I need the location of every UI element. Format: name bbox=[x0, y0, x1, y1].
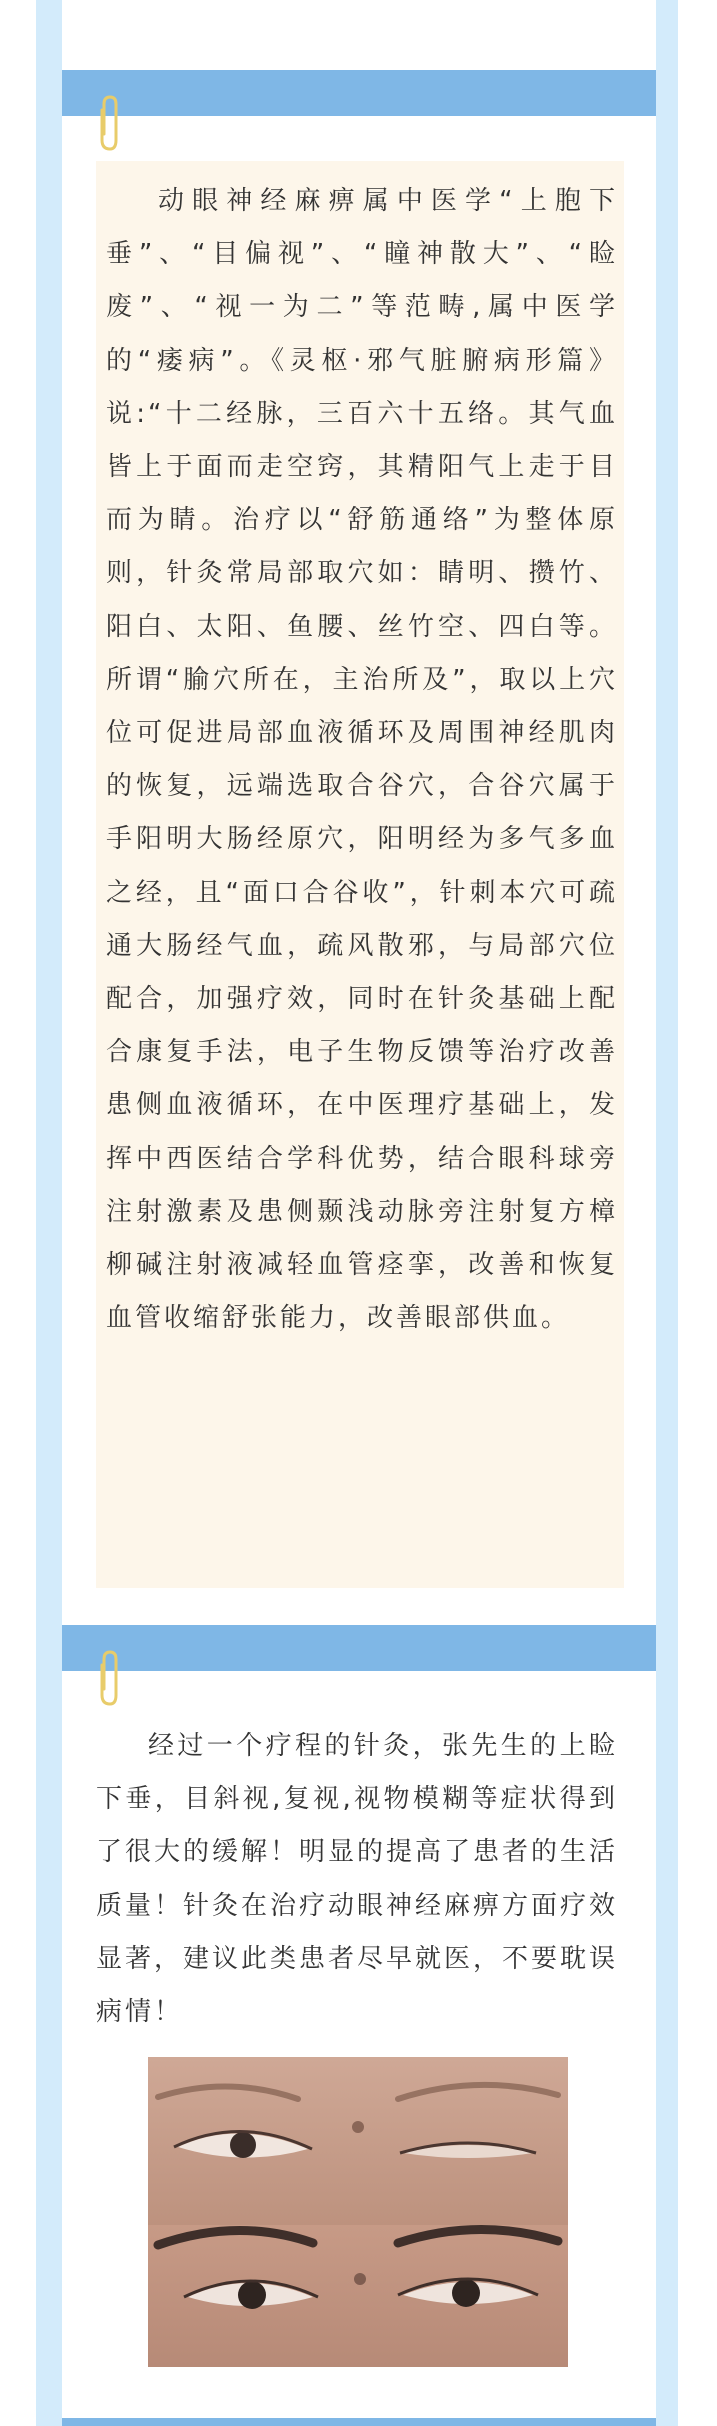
section-1-paragraph: 动眼神经麻痹属中医学“上胞下垂”、“目偏视”、“瞳神散大”、“睑废”、“视一为二”等范畴,属中医学的“痿病”。《灵枢·邪气脏腑病形篇》说:“十二经脉，三百六十五络。其气血皆上于面而走空窍，其精阳气上走于目而为睛。治疗以“舒筋通络”为整体原则，针灸常局部取穴如：睛明、攒竹、阳白、太阳、鱼腰、丝竹空、四白等。所谓“腧穴所在，主治所及”，取以上穴位可促进局部血液循环及周围神经肌肉的恢复，远端选取合谷穴，合谷穴属于手阳明大肠经原穴，阳明经为多气多血之经，且“面口合谷收”，针刺本穴可疏通大肠经气血，疏风散邪，与局部穴位配合，加强疗效，同时在针灸基础上配合康复手法，电子生物反馈等治疗改善患侧血液循环，在中医理疗基础上，发挥中西医结合学科优势，结合眼科球旁注射激素及患侧颞浅动脉旁注射复方樟柳碱注射液减轻血管痉挛，改善和恢复血管收缩舒张能力，改善眼部供血。 bbox=[106, 186, 618, 1334]
patient-eye-photo bbox=[148, 2057, 568, 2367]
paperclip-icon bbox=[96, 94, 124, 152]
section-header-band-2 bbox=[62, 1625, 656, 1671]
bottom-band bbox=[62, 2418, 656, 2426]
section-header-band bbox=[62, 70, 656, 116]
paperclip-icon-2 bbox=[96, 1649, 124, 1707]
section-2-paragraph: 经过一个疗程的针灸，张先生的上睑下垂，目斜视,复视,视物模糊等症状得到了很大的缓解！明显的提高了患者的生活质量！针灸在治疗动眼神经麻痹方面疗效显著，建议此类患者尽早就医，不要耽误病情！ bbox=[96, 1731, 619, 2028]
